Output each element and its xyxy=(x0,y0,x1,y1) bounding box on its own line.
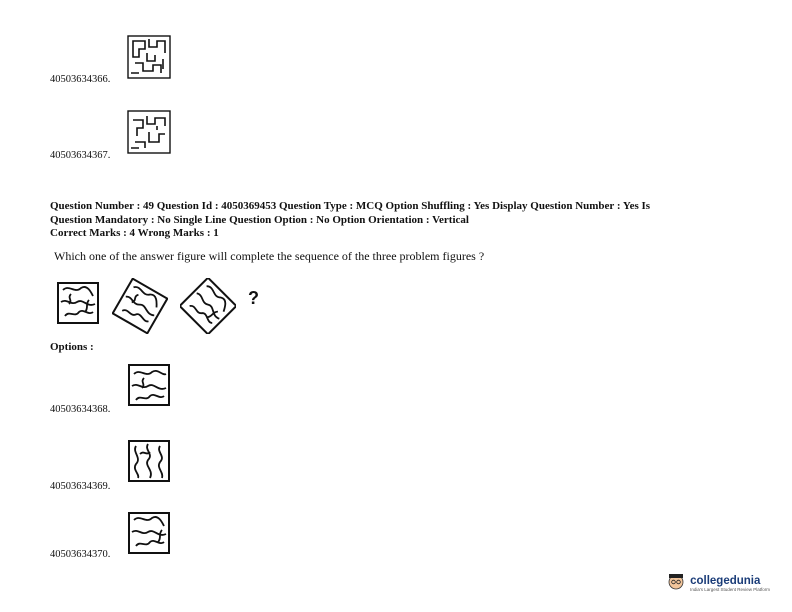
problem-figure-1 xyxy=(57,282,99,324)
brand-name: collegedunia xyxy=(690,574,761,587)
problem-figure-2 xyxy=(112,278,168,334)
problem-figure-3 xyxy=(180,278,236,334)
answer-figure-option-69 xyxy=(128,440,170,482)
answer-figure-option-68 xyxy=(128,364,170,406)
option-id: 40503634370. xyxy=(50,549,111,560)
maze-figure-option-66 xyxy=(127,35,171,79)
option-id: 40503634366. xyxy=(50,74,111,85)
options-label: Options : xyxy=(50,341,94,353)
brand-tagline: India's Largest Student Review Platform xyxy=(690,586,770,592)
mascot-icon xyxy=(666,571,686,596)
option-id: 40503634369. xyxy=(50,481,111,492)
question-meta-line-1: Question Number : 49 Question Id : 4050369453 Question Type : MCQ Option Shuffling : Yes Display Question Number : Yes Is xyxy=(50,200,651,212)
option-id: 40503634368. xyxy=(50,404,111,415)
answer-figure-option-70 xyxy=(128,512,170,554)
question-meta xyxy=(50,200,750,241)
option-id: 40503634367. xyxy=(50,150,111,161)
question-marks: Correct Marks : 4 Wrong Marks : 1 xyxy=(50,227,219,239)
question-meta-line-2: Question Mandatory : No Single Line Question Option : No Option Orientation : Vertical xyxy=(50,213,469,226)
question-text: Which one of the answer figure will complete the sequence of the three problem figures ? xyxy=(54,249,485,263)
missing-figure-question-mark: ? xyxy=(248,288,259,308)
brand-logo xyxy=(666,571,770,596)
maze-figure-option-67 xyxy=(127,110,171,154)
